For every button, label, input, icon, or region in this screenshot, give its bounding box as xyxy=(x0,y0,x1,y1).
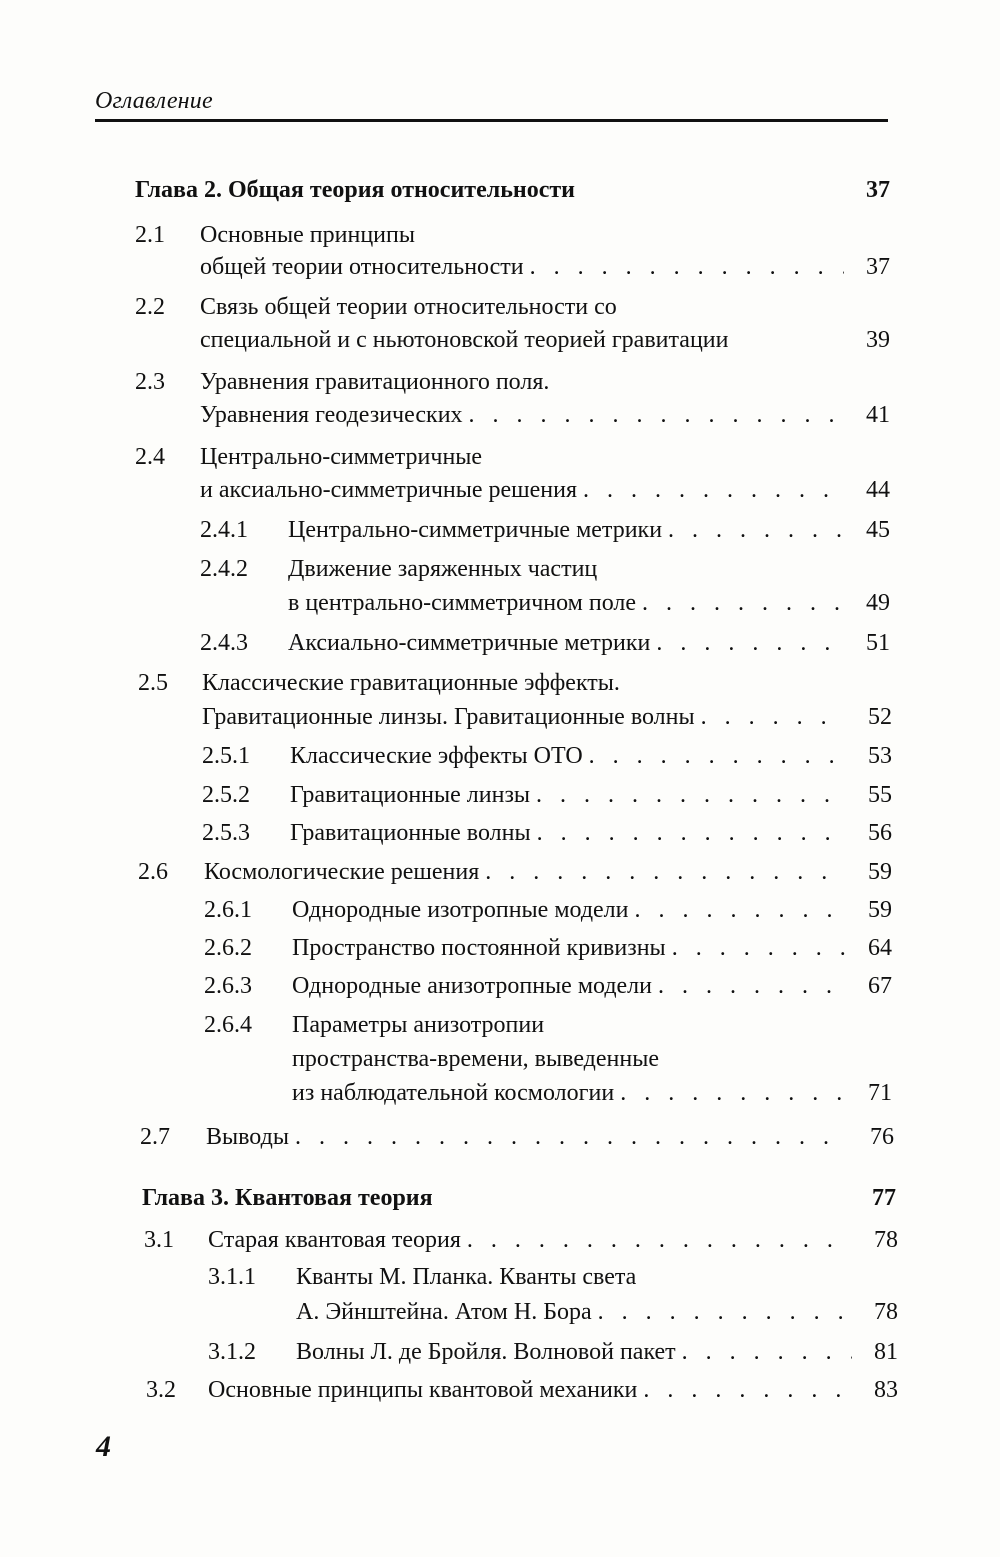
toc-entry-2-6-4-line1[interactable]: Параметры анизотропии xyxy=(292,1012,545,1038)
page-number: 64 xyxy=(868,935,892,961)
entry-title: Гравитационные линзы. Гравитационные волны xyxy=(202,704,695,730)
leader-dots xyxy=(658,971,846,1001)
toc-entry-2-6-2[interactable] xyxy=(292,933,892,963)
toc-entry-2-7[interactable] xyxy=(206,1122,894,1152)
header-title: Оглавление xyxy=(95,88,213,114)
leader-dots xyxy=(656,628,844,658)
toc-chapter-2[interactable] xyxy=(135,175,890,205)
toc-entry-2-2-number: 2.2 xyxy=(135,294,165,320)
leader-dots xyxy=(589,741,846,771)
leader-dots xyxy=(295,1122,848,1152)
leader-dots xyxy=(642,588,844,618)
entry-title: Гравитационные линзы xyxy=(290,782,531,808)
toc-entry-2-5-1-number: 2.5.1 xyxy=(202,743,250,769)
leader-dots xyxy=(537,818,846,848)
toc-entry-2-4-1[interactable] xyxy=(288,515,890,545)
leader-dots xyxy=(485,857,846,887)
toc-entry-2-5-line1[interactable]: Классические гравитационные эффекты. xyxy=(202,670,620,696)
leader-dots xyxy=(643,1375,852,1405)
toc-entry-2-4-line1[interactable]: Центрально-симметричные xyxy=(200,444,483,470)
toc-entry-3-1-1-line1[interactable]: Кванты М. Планка. Кванты света xyxy=(296,1264,637,1290)
toc-entry-3-1-1[interactable] xyxy=(296,1297,898,1327)
page-number: 56 xyxy=(868,820,892,846)
toc-entry-2-4-3-number: 2.4.3 xyxy=(200,630,248,656)
toc-entry-2-1-line1[interactable]: Основные принципы xyxy=(200,222,415,248)
entry-title: Волны Л. де Бройля. Волновой пакет xyxy=(296,1339,676,1365)
entry-title: Пространство постоянной кривизны xyxy=(292,935,666,961)
entry-title: Гравитационные волны xyxy=(290,820,531,846)
toc-entry-2-3-number: 2.3 xyxy=(135,369,165,395)
leader-dots xyxy=(682,1337,852,1367)
page-number: 78 xyxy=(874,1299,898,1325)
toc-entry-3-1-2-number: 3.1.2 xyxy=(208,1339,256,1365)
toc-entry-2-6-4-line2[interactable]: пространства-времени, выведенные xyxy=(292,1046,659,1072)
entry-title: Космологические решения xyxy=(204,859,480,885)
entry-title: специальной и с ньютоновской теорией гравитации xyxy=(200,327,729,353)
toc-entry-2-5-3-number: 2.5.3 xyxy=(202,820,250,846)
page-number: 49 xyxy=(866,590,890,616)
chapter-title: Глава 2. Общая теория относительности xyxy=(135,177,575,203)
toc-entry-2-6[interactable] xyxy=(204,857,892,887)
toc-entry-2-4-3[interactable] xyxy=(288,628,890,658)
entry-title: Классические эффекты ОТО xyxy=(290,743,583,769)
page-number: 39 xyxy=(866,327,890,353)
toc-chapter-3[interactable] xyxy=(142,1183,896,1213)
page-number: 81 xyxy=(874,1339,898,1365)
toc-entry-2-5-2[interactable] xyxy=(290,780,892,810)
toc-entry-2-4-2-number: 2.4.2 xyxy=(200,556,248,582)
page-number: 59 xyxy=(868,859,892,885)
toc-entry-2-6-2-number: 2.6.2 xyxy=(204,935,252,961)
entry-title: Центрально-симметричные метрики xyxy=(288,517,663,543)
toc-entry-2-4-2[interactable] xyxy=(288,588,890,618)
leader-dots xyxy=(530,252,844,282)
entry-title: Уравнения геодезических xyxy=(200,402,463,428)
page-number: 45 xyxy=(866,517,890,543)
toc-entry-3-1[interactable] xyxy=(208,1225,898,1255)
page-number: 37 xyxy=(866,254,890,280)
leader-dots xyxy=(635,895,846,925)
page-number: 83 xyxy=(874,1377,898,1403)
entry-title: Выводы xyxy=(206,1124,289,1150)
toc-entry-2-7-number: 2.7 xyxy=(140,1124,170,1150)
toc-entry-2-1[interactable] xyxy=(200,252,890,282)
chapter-title: Глава 3. Квантовая теория xyxy=(142,1185,433,1211)
toc-entry-2-6-1[interactable] xyxy=(292,895,892,925)
page-number: 37 xyxy=(866,177,890,203)
entry-title: А. Эйнштейна. Атом Н. Бора xyxy=(296,1299,592,1325)
leader-dots xyxy=(583,475,844,505)
entry-title: Однородные анизотропные модели xyxy=(292,973,652,999)
entry-title: Основные принципы квантовой механики xyxy=(208,1377,638,1403)
toc-entry-2-5-3[interactable] xyxy=(290,818,892,848)
page-number: 52 xyxy=(868,704,892,730)
leader-dots xyxy=(467,1225,852,1255)
toc-entry-3-1-number: 3.1 xyxy=(144,1227,174,1253)
toc-entry-2-4[interactable] xyxy=(200,475,890,505)
leader-dots xyxy=(536,780,846,810)
toc-entry-2-6-3[interactable] xyxy=(292,971,892,1001)
toc-entry-2-6-number: 2.6 xyxy=(138,859,168,885)
page-number: 67 xyxy=(868,973,892,999)
page-number: 51 xyxy=(866,630,890,656)
entry-title: в центрально-симметричном поле xyxy=(288,590,637,616)
toc-entry-2-5-number: 2.5 xyxy=(138,670,168,696)
toc-entry-2-1-number: 2.1 xyxy=(135,222,165,248)
toc-entry-2-5-2-number: 2.5.2 xyxy=(202,782,250,808)
leader-dots xyxy=(672,933,846,963)
toc-entry-2-4-1-number: 2.4.1 xyxy=(200,517,248,543)
entry-title: Старая квантовая теория xyxy=(208,1227,461,1253)
page-number: 53 xyxy=(868,743,892,769)
page-number: 55 xyxy=(868,782,892,808)
entry-title: и аксиально-симметричные решения xyxy=(200,477,578,503)
page-number: 41 xyxy=(866,402,890,428)
toc-entry-2-5-1[interactable] xyxy=(290,741,892,771)
toc-entry-2-6-4[interactable] xyxy=(292,1078,892,1108)
leader-dots xyxy=(701,702,846,732)
page-number: 77 xyxy=(872,1185,896,1211)
toc-entry-2-3[interactable] xyxy=(200,400,890,430)
leader-dots xyxy=(469,400,844,430)
page-number: 76 xyxy=(870,1124,894,1150)
toc-entry-2-4-number: 2.4 xyxy=(135,444,165,470)
entry-title: Однородные изотропные модели xyxy=(292,897,629,923)
toc-entry-2-4-2-line1[interactable]: Движение заряженных частиц xyxy=(288,556,598,582)
leader-dots xyxy=(668,515,844,545)
toc-entry-2-6-4-number: 2.6.4 xyxy=(204,1012,252,1038)
toc-entry-3-2-number: 3.2 xyxy=(146,1377,176,1403)
entry-title: Аксиально-симметричные метрики xyxy=(288,630,651,656)
page-number: 44 xyxy=(866,477,890,503)
entry-title: общей теории относительности xyxy=(200,254,524,280)
entry-title: из наблюдательной космологии xyxy=(292,1080,615,1106)
toc-entry-3-1-2[interactable] xyxy=(296,1337,898,1367)
toc-entry-2-6-3-number: 2.6.3 xyxy=(204,973,252,999)
toc-entry-2-3-line1[interactable]: Уравнения гравитационного поля. xyxy=(200,369,550,395)
folio-page-number: 4 xyxy=(96,1430,111,1463)
running-header xyxy=(95,88,888,122)
toc-entry-3-1-1-number: 3.1.1 xyxy=(208,1264,256,1290)
toc-entry-2-5[interactable] xyxy=(202,702,892,732)
toc-entry-2-2[interactable] xyxy=(200,325,890,355)
toc-entry-2-2-line1[interactable]: Связь общей теории относительности со xyxy=(200,294,617,320)
toc-entry-2-6-1-number: 2.6.1 xyxy=(204,897,252,923)
leader-dots xyxy=(598,1297,852,1327)
page-number: 71 xyxy=(868,1080,892,1106)
leader-dots xyxy=(620,1078,846,1108)
toc-entry-3-2[interactable] xyxy=(208,1375,898,1405)
page-number: 59 xyxy=(868,897,892,923)
page-number: 78 xyxy=(874,1227,898,1253)
